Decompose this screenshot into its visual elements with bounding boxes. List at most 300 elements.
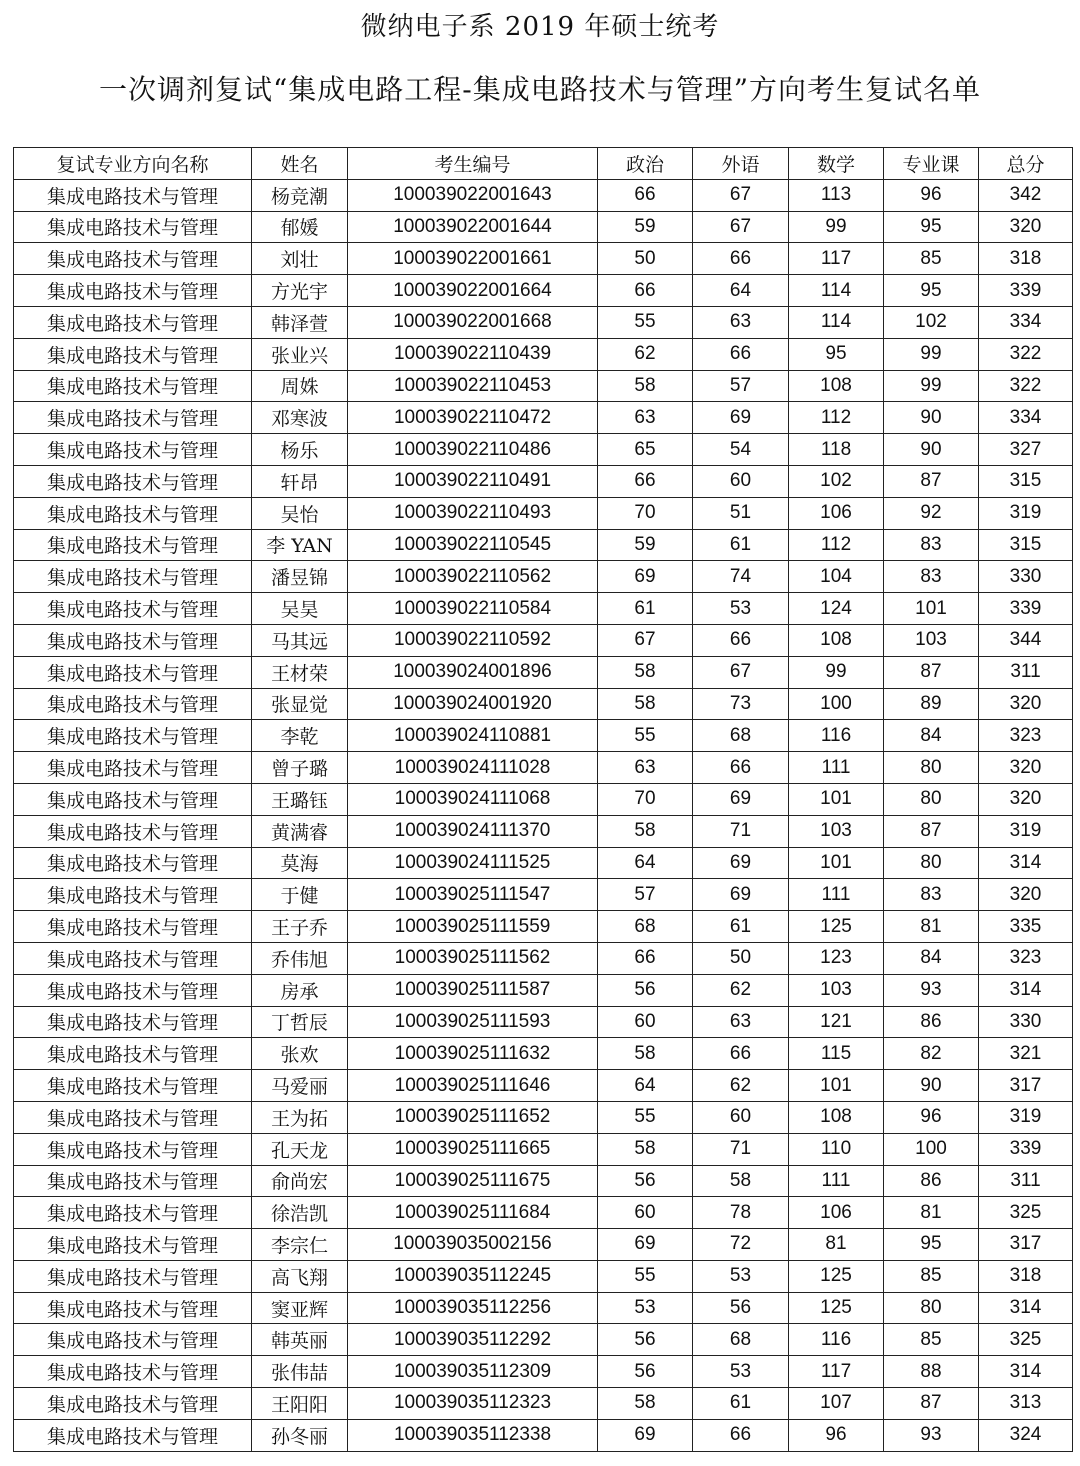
cell-total: 325	[979, 1324, 1073, 1356]
cell-exam-id: 100039024111028	[348, 752, 598, 784]
cell-specialty: 87	[884, 656, 979, 688]
candidate-table	[13, 147, 1073, 1452]
cell-specialty: 103	[884, 624, 979, 656]
table-row	[14, 624, 1073, 656]
cell-foreign-language: 66	[693, 243, 789, 275]
cell-specialty: 87	[884, 815, 979, 847]
cell-exam-id: 100039025111587	[348, 974, 598, 1006]
cell-direction: 集成电路技术与管理	[14, 306, 252, 338]
cell-name: 邓寒波	[252, 402, 348, 434]
cell-foreign-language: 66	[693, 338, 789, 370]
cell-direction: 集成电路技术与管理	[14, 624, 252, 656]
cell-total: 311	[979, 656, 1073, 688]
cell-name: 王为拓	[252, 1101, 348, 1133]
cell-foreign-language: 68	[693, 720, 789, 752]
cell-name: 丁哲辰	[252, 1006, 348, 1038]
cell-math: 117	[789, 243, 884, 275]
cell-direction: 集成电路技术与管理	[14, 1356, 252, 1388]
cell-foreign-language: 72	[693, 1229, 789, 1261]
cell-name: 吴怡	[252, 497, 348, 529]
cell-direction: 集成电路技术与管理	[14, 179, 252, 211]
cell-specialty: 83	[884, 879, 979, 911]
cell-direction: 集成电路技术与管理	[14, 752, 252, 784]
cell-direction: 集成电路技术与管理	[14, 783, 252, 815]
cell-politics: 66	[598, 942, 693, 974]
cell-name: 刘壮	[252, 243, 348, 275]
header-direction: 复试专业方向名称	[14, 148, 252, 180]
cell-total: 314	[979, 974, 1073, 1006]
cell-direction: 集成电路技术与管理	[14, 974, 252, 1006]
cell-specialty: 96	[884, 179, 979, 211]
cell-total: 319	[979, 1101, 1073, 1133]
table-row	[14, 1165, 1073, 1197]
cell-name: 徐浩凯	[252, 1197, 348, 1229]
cell-specialty: 81	[884, 911, 979, 943]
cell-exam-id: 100039022001664	[348, 275, 598, 307]
cell-specialty: 83	[884, 561, 979, 593]
cell-exam-id: 100039025111593	[348, 1006, 598, 1038]
cell-math: 108	[789, 1101, 884, 1133]
cell-politics: 60	[598, 1006, 693, 1038]
cell-math: 116	[789, 1324, 884, 1356]
cell-exam-id: 100039025111675	[348, 1165, 598, 1197]
cell-exam-id: 100039022110491	[348, 465, 598, 497]
table-row	[14, 275, 1073, 307]
cell-politics: 55	[598, 1101, 693, 1133]
cell-total: 324	[979, 1419, 1073, 1451]
cell-politics: 70	[598, 783, 693, 815]
cell-specialty: 80	[884, 847, 979, 879]
cell-name: 莫海	[252, 847, 348, 879]
document-subtitle: 一次调剂复试“集成电路工程-集成电路技术与管理”方向考生复试名单	[98, 73, 982, 106]
cell-exam-id: 100039022110545	[348, 529, 598, 561]
cell-math: 99	[789, 211, 884, 243]
cell-specialty: 95	[884, 211, 979, 243]
cell-politics: 60	[598, 1197, 693, 1229]
cell-exam-id: 100039035112256	[348, 1292, 598, 1324]
cell-name: 王阳阳	[252, 1388, 348, 1420]
cell-direction: 集成电路技术与管理	[14, 529, 252, 561]
cell-specialty: 84	[884, 942, 979, 974]
cell-specialty: 85	[884, 243, 979, 275]
table-body	[14, 179, 1073, 1451]
table-row	[14, 1197, 1073, 1229]
cell-name: 李乾	[252, 720, 348, 752]
header-specialty: 专业课	[884, 148, 979, 180]
cell-foreign-language: 67	[693, 211, 789, 243]
cell-total: 322	[979, 338, 1073, 370]
cell-specialty: 86	[884, 1006, 979, 1038]
cell-foreign-language: 61	[693, 1388, 789, 1420]
cell-direction: 集成电路技术与管理	[14, 1038, 252, 1070]
table-row	[14, 720, 1073, 752]
cell-politics: 70	[598, 497, 693, 529]
cell-math: 112	[789, 402, 884, 434]
cell-foreign-language: 73	[693, 688, 789, 720]
cell-specialty: 80	[884, 752, 979, 784]
header-foreign-language: 外语	[693, 148, 789, 180]
cell-total: 327	[979, 434, 1073, 466]
table-row	[14, 593, 1073, 625]
cell-name: 杨竞潮	[252, 179, 348, 211]
table-row	[14, 752, 1073, 784]
cell-math: 81	[789, 1229, 884, 1261]
cell-direction: 集成电路技术与管理	[14, 275, 252, 307]
cell-exam-id: 100039035112323	[348, 1388, 598, 1420]
table-row	[14, 783, 1073, 815]
cell-exam-id: 100039022110472	[348, 402, 598, 434]
table-header	[14, 148, 1073, 180]
cell-name: 张显觉	[252, 688, 348, 720]
cell-politics: 58	[598, 815, 693, 847]
cell-specialty: 82	[884, 1038, 979, 1070]
cell-politics: 66	[598, 465, 693, 497]
cell-total: 315	[979, 465, 1073, 497]
cell-name: 曾子璐	[252, 752, 348, 784]
cell-name: 韩泽萱	[252, 306, 348, 338]
cell-exam-id: 100039025111632	[348, 1038, 598, 1070]
cell-total: 339	[979, 1133, 1073, 1165]
cell-math: 114	[789, 275, 884, 307]
cell-name: 乔伟旭	[252, 942, 348, 974]
table-row	[14, 1133, 1073, 1165]
header-total: 总分	[979, 148, 1073, 180]
cell-math: 125	[789, 1292, 884, 1324]
cell-name: 轩昂	[252, 465, 348, 497]
table-row	[14, 529, 1073, 561]
cell-politics: 56	[598, 974, 693, 1006]
cell-exam-id: 100039025111559	[348, 911, 598, 943]
cell-name: 周姝	[252, 370, 348, 402]
table-row	[14, 911, 1073, 943]
cell-foreign-language: 53	[693, 593, 789, 625]
table-row	[14, 879, 1073, 911]
cell-politics: 57	[598, 879, 693, 911]
cell-foreign-language: 78	[693, 1197, 789, 1229]
cell-specialty: 85	[884, 1324, 979, 1356]
cell-name: 方光宇	[252, 275, 348, 307]
cell-specialty: 102	[884, 306, 979, 338]
cell-total: 311	[979, 1165, 1073, 1197]
cell-specialty: 93	[884, 1419, 979, 1451]
header-name: 姓名	[252, 148, 348, 180]
cell-specialty: 80	[884, 783, 979, 815]
cell-politics: 61	[598, 593, 693, 625]
cell-exam-id: 100039022001661	[348, 243, 598, 275]
table-row	[14, 1260, 1073, 1292]
table-row	[14, 561, 1073, 593]
cell-math: 125	[789, 911, 884, 943]
cell-exam-id: 100039035112292	[348, 1324, 598, 1356]
cell-foreign-language: 63	[693, 1006, 789, 1038]
cell-politics: 68	[598, 911, 693, 943]
cell-foreign-language: 60	[693, 465, 789, 497]
table-row	[14, 434, 1073, 466]
cell-foreign-language: 56	[693, 1292, 789, 1324]
cell-politics: 69	[598, 1229, 693, 1261]
cell-politics: 58	[598, 688, 693, 720]
table-row	[14, 1229, 1073, 1261]
cell-politics: 58	[598, 370, 693, 402]
table-row	[14, 815, 1073, 847]
cell-politics: 65	[598, 434, 693, 466]
cell-specialty: 90	[884, 1070, 979, 1102]
cell-direction: 集成电路技术与管理	[14, 942, 252, 974]
cell-politics: 69	[598, 561, 693, 593]
cell-math: 104	[789, 561, 884, 593]
cell-direction: 集成电路技术与管理	[14, 1165, 252, 1197]
cell-total: 344	[979, 624, 1073, 656]
cell-specialty: 88	[884, 1356, 979, 1388]
table-row	[14, 1419, 1073, 1451]
cell-direction: 集成电路技术与管理	[14, 879, 252, 911]
cell-exam-id: 100039035112338	[348, 1419, 598, 1451]
cell-specialty: 95	[884, 275, 979, 307]
cell-politics: 55	[598, 1260, 693, 1292]
cell-math: 108	[789, 370, 884, 402]
cell-total: 334	[979, 402, 1073, 434]
cell-math: 111	[789, 752, 884, 784]
cell-math: 101	[789, 1070, 884, 1102]
cell-direction: 集成电路技术与管理	[14, 243, 252, 275]
table-row	[14, 243, 1073, 275]
cell-total: 317	[979, 1229, 1073, 1261]
cell-direction: 集成电路技术与管理	[14, 1324, 252, 1356]
table-row	[14, 656, 1073, 688]
cell-name: 王璐钰	[252, 783, 348, 815]
cell-total: 323	[979, 942, 1073, 974]
cell-foreign-language: 61	[693, 529, 789, 561]
cell-name: 黄满睿	[252, 815, 348, 847]
cell-exam-id: 100039035002156	[348, 1229, 598, 1261]
cell-politics: 59	[598, 529, 693, 561]
cell-name: 马其远	[252, 624, 348, 656]
cell-direction: 集成电路技术与管理	[14, 402, 252, 434]
cell-exam-id: 100039022110592	[348, 624, 598, 656]
cell-name: 孙冬丽	[252, 1419, 348, 1451]
cell-total: 322	[979, 370, 1073, 402]
cell-math: 103	[789, 974, 884, 1006]
table-row	[14, 1070, 1073, 1102]
cell-foreign-language: 71	[693, 815, 789, 847]
cell-politics: 63	[598, 752, 693, 784]
cell-exam-id: 100039022110486	[348, 434, 598, 466]
cell-foreign-language: 50	[693, 942, 789, 974]
cell-direction: 集成电路技术与管理	[14, 593, 252, 625]
cell-exam-id: 100039024111370	[348, 815, 598, 847]
cell-direction: 集成电路技术与管理	[14, 338, 252, 370]
cell-direction: 集成电路技术与管理	[14, 688, 252, 720]
cell-foreign-language: 69	[693, 783, 789, 815]
cell-politics: 66	[598, 179, 693, 211]
cell-exam-id: 100039035112309	[348, 1356, 598, 1388]
cell-foreign-language: 67	[693, 179, 789, 211]
cell-foreign-language: 66	[693, 1419, 789, 1451]
table-row	[14, 179, 1073, 211]
cell-politics: 55	[598, 306, 693, 338]
cell-math: 101	[789, 847, 884, 879]
cell-foreign-language: 66	[693, 1038, 789, 1070]
cell-direction: 集成电路技术与管理	[14, 1101, 252, 1133]
cell-exam-id: 100039024111068	[348, 783, 598, 815]
cell-politics: 62	[598, 338, 693, 370]
cell-name: 杨乐	[252, 434, 348, 466]
cell-total: 320	[979, 783, 1073, 815]
cell-politics: 58	[598, 1038, 693, 1070]
cell-name: 张业兴	[252, 338, 348, 370]
cell-total: 313	[979, 1388, 1073, 1420]
table-row	[14, 338, 1073, 370]
cell-total: 321	[979, 1038, 1073, 1070]
document-title: 微纳电子系 2019 年硕士统考	[360, 12, 720, 42]
cell-math: 103	[789, 815, 884, 847]
cell-direction: 集成电路技术与管理	[14, 1133, 252, 1165]
cell-total: 330	[979, 561, 1073, 593]
cell-direction: 集成电路技术与管理	[14, 1229, 252, 1261]
cell-specialty: 90	[884, 434, 979, 466]
cell-total: 320	[979, 752, 1073, 784]
cell-math: 107	[789, 1388, 884, 1420]
table-row	[14, 1388, 1073, 1420]
cell-exam-id: 100039025111684	[348, 1197, 598, 1229]
cell-exam-id: 100039025111665	[348, 1133, 598, 1165]
cell-foreign-language: 66	[693, 624, 789, 656]
cell-direction: 集成电路技术与管理	[14, 211, 252, 243]
cell-specialty: 83	[884, 529, 979, 561]
cell-direction: 集成电路技术与管理	[14, 434, 252, 466]
cell-exam-id: 100039022110562	[348, 561, 598, 593]
cell-foreign-language: 53	[693, 1260, 789, 1292]
cell-foreign-language: 61	[693, 911, 789, 943]
cell-direction: 集成电路技术与管理	[14, 465, 252, 497]
cell-direction: 集成电路技术与管理	[14, 370, 252, 402]
cell-foreign-language: 51	[693, 497, 789, 529]
cell-total: 330	[979, 1006, 1073, 1038]
cell-specialty: 84	[884, 720, 979, 752]
cell-math: 106	[789, 1197, 884, 1229]
cell-name: 窦亚辉	[252, 1292, 348, 1324]
cell-foreign-language: 54	[693, 434, 789, 466]
cell-math: 118	[789, 434, 884, 466]
cell-specialty: 92	[884, 497, 979, 529]
cell-politics: 67	[598, 624, 693, 656]
cell-exam-id: 100039022110493	[348, 497, 598, 529]
cell-direction: 集成电路技术与管理	[14, 720, 252, 752]
cell-name: 张欢	[252, 1038, 348, 1070]
cell-total: 325	[979, 1197, 1073, 1229]
cell-math: 113	[789, 179, 884, 211]
cell-name: 孔天龙	[252, 1133, 348, 1165]
cell-math: 101	[789, 783, 884, 815]
cell-exam-id: 100039024110881	[348, 720, 598, 752]
cell-total: 320	[979, 211, 1073, 243]
cell-math: 95	[789, 338, 884, 370]
cell-politics: 58	[598, 1133, 693, 1165]
cell-foreign-language: 67	[693, 656, 789, 688]
cell-specialty: 101	[884, 593, 979, 625]
cell-exam-id: 100039024001896	[348, 656, 598, 688]
cell-exam-id: 100039022001644	[348, 211, 598, 243]
cell-name: 王子乔	[252, 911, 348, 943]
cell-name: 马爱丽	[252, 1070, 348, 1102]
table-row	[14, 1101, 1073, 1133]
cell-total: 319	[979, 497, 1073, 529]
cell-specialty: 93	[884, 974, 979, 1006]
cell-specialty: 86	[884, 1165, 979, 1197]
cell-total: 318	[979, 1260, 1073, 1292]
cell-total: 323	[979, 720, 1073, 752]
cell-exam-id: 100039025111547	[348, 879, 598, 911]
table-row	[14, 1038, 1073, 1070]
header-exam-id: 考生编号	[348, 148, 598, 180]
cell-direction: 集成电路技术与管理	[14, 1006, 252, 1038]
cell-name: 吴昊	[252, 593, 348, 625]
cell-math: 121	[789, 1006, 884, 1038]
cell-foreign-language: 53	[693, 1356, 789, 1388]
cell-specialty: 89	[884, 688, 979, 720]
cell-math: 110	[789, 1133, 884, 1165]
cell-politics: 50	[598, 243, 693, 275]
cell-foreign-language: 69	[693, 847, 789, 879]
cell-politics: 56	[598, 1324, 693, 1356]
cell-math: 111	[789, 879, 884, 911]
cell-foreign-language: 62	[693, 974, 789, 1006]
cell-exam-id: 100039025111562	[348, 942, 598, 974]
cell-name: 郁媛	[252, 211, 348, 243]
cell-direction: 集成电路技术与管理	[14, 656, 252, 688]
cell-specialty: 95	[884, 1229, 979, 1261]
cell-math: 123	[789, 942, 884, 974]
cell-math: 100	[789, 688, 884, 720]
header-politics: 政治	[598, 148, 693, 180]
cell-total: 335	[979, 911, 1073, 943]
cell-name: 韩英丽	[252, 1324, 348, 1356]
cell-total: 342	[979, 179, 1073, 211]
cell-total: 339	[979, 275, 1073, 307]
cell-exam-id: 100039022110439	[348, 338, 598, 370]
cell-politics: 64	[598, 1070, 693, 1102]
cell-exam-id: 100039024001920	[348, 688, 598, 720]
cell-foreign-language: 71	[693, 1133, 789, 1165]
cell-exam-id: 100039022110453	[348, 370, 598, 402]
cell-direction: 集成电路技术与管理	[14, 1260, 252, 1292]
cell-total: 319	[979, 815, 1073, 847]
cell-math: 111	[789, 1165, 884, 1197]
table-row	[14, 974, 1073, 1006]
cell-exam-id: 100039024111525	[348, 847, 598, 879]
cell-direction: 集成电路技术与管理	[14, 561, 252, 593]
cell-total: 320	[979, 879, 1073, 911]
cell-total: 315	[979, 529, 1073, 561]
table-row	[14, 1324, 1073, 1356]
table-row	[14, 306, 1073, 338]
cell-foreign-language: 64	[693, 275, 789, 307]
cell-total: 320	[979, 688, 1073, 720]
table-row	[14, 370, 1073, 402]
table-row	[14, 847, 1073, 879]
cell-specialty: 99	[884, 338, 979, 370]
cell-specialty: 96	[884, 1101, 979, 1133]
header-row	[14, 148, 1073, 180]
cell-specialty: 81	[884, 1197, 979, 1229]
cell-name: 李宗仁	[252, 1229, 348, 1261]
cell-politics: 58	[598, 1388, 693, 1420]
cell-name: 王材荣	[252, 656, 348, 688]
cell-math: 108	[789, 624, 884, 656]
table-row	[14, 1006, 1073, 1038]
cell-name: 高飞翔	[252, 1260, 348, 1292]
cell-foreign-language: 60	[693, 1101, 789, 1133]
